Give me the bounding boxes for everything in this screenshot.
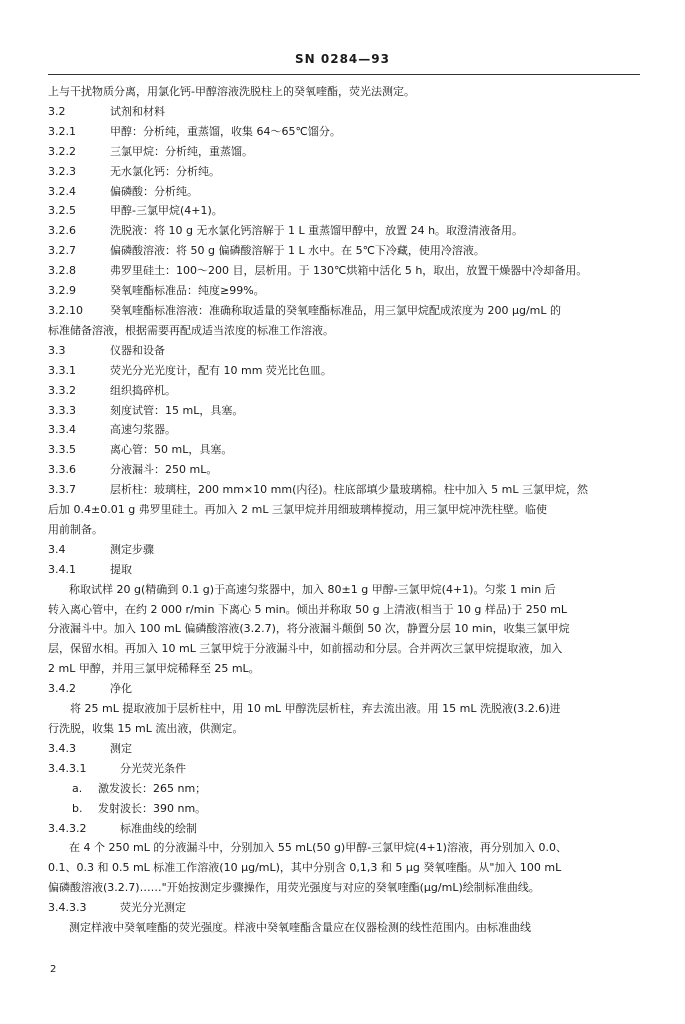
subsection-heading-3-4-3-2 (48, 819, 643, 839)
item-text: 刻度试管：15 mL，具塞。 (110, 403, 244, 417)
section-number: 3.4.1 (48, 562, 76, 576)
item-text: 离心管：50 mL，具塞。 (110, 443, 233, 457)
paragraph-line: 在 4 个 250 mL 的分液漏斗中，分别加入 55 mL(50 g)甲醇-三氯甲烷(4+1)溶液，再分别加入 0.0、 (69, 841, 567, 855)
section-number: 3.4.2 (48, 682, 76, 696)
paragraph-line: 层，保留水相。再加入 10 mL 三氯甲烷于分液漏斗中，如前摇动和分层。合并两次三氯甲烷提取液，加入 (48, 642, 563, 656)
item-3-3-6 (48, 460, 643, 480)
document-body (48, 82, 643, 938)
section-heading-3-4 (48, 540, 643, 560)
paragraph-line: 测定样液中癸氧喹酯的荧光强度。样液中癸氧喹酯含量应在仪器检测的线性范围内。由标准曲线 (69, 921, 531, 935)
item-3-2-10 (48, 301, 643, 321)
item-text: 癸氧喹酯标准溶液：准确称取适量的癸氧喹酯标准品，用三氯甲烷配成浓度为 200 μg/mL 的 (110, 303, 562, 317)
item-text: 甲醇-三氯甲烷(4+1)。 (110, 204, 223, 218)
section-title: 提取 (110, 562, 132, 576)
section-number: 3.4 (48, 542, 66, 556)
item-number: 3.3.1 (48, 363, 76, 377)
item-text: 三氯甲烷：分析纯，重蒸馏。 (110, 144, 253, 158)
item-number: 3.3.4 (48, 423, 76, 437)
paragraph-line: 转入离心管中，在约 2 000 r/min 下离心 5 min。倾出并称取 50 g 上清液(相当于 10 g 样品)于 250 mL (48, 602, 568, 616)
subsection-heading-3-4-3-3 (48, 898, 643, 918)
section-number: 3.4.3 (48, 741, 76, 755)
item-number: 3.3.5 (48, 443, 76, 457)
item-text: 高速匀浆器。 (110, 423, 176, 437)
section-number: 3.3 (48, 343, 66, 357)
item-number: 3.2.3 (48, 164, 76, 178)
item-text: 分液漏斗：250 mL。 (110, 463, 218, 477)
item-3-2-4 (48, 182, 643, 202)
list-item-a (48, 779, 643, 799)
paragraph-line: 后加 0.4±0.01 g 弗罗里硅土。再加入 2 mL 三氯甲烷并用细玻璃棒搅动，用三氯甲烷冲洗柱壁。临使 (48, 503, 548, 517)
item-3-2-9 (48, 281, 643, 301)
section-title: 试剂和材料 (110, 104, 165, 118)
item-3-2-5 (48, 201, 643, 221)
list-item-b (48, 799, 643, 819)
subsection-heading-3-4-1 (48, 560, 643, 580)
subsection-heading-3-4-3-1 (48, 759, 643, 779)
paragraph-line: 称取试样 20 g(精确到 0.1 g)于高速匀浆器中，加入 80±1 g 甲醇-三氯甲烷(4+1)。匀浆 1 min 后 (69, 582, 556, 596)
paragraph-line: 0.1、0.3 和 0.5 mL 标准工作溶液(10 μg/mL)，其中分别含 0,1,3 和 5 μg 癸氧喹酯。从"加入 100 mL (48, 861, 562, 875)
item-text: 偏磷酸：分析纯。 (110, 184, 198, 198)
standard-number-header: SN 0284—93 (295, 52, 390, 66)
section-title: 测定 (110, 741, 132, 755)
item-3-2-8 (48, 261, 643, 281)
section-number: 3.4.3.1 (48, 761, 87, 775)
item-number: 3.2.5 (48, 204, 76, 218)
list-marker: b. (72, 801, 83, 815)
paragraph-line: 行洗脱，收集 15 mL 流出液，供测定。 (48, 722, 244, 735)
item-number: 3.2.6 (48, 224, 76, 238)
page-number: 2 (50, 964, 57, 975)
section-title: 净化 (110, 682, 132, 696)
paragraph-line: 2 mL 甲醇，并用三氯甲烷稀释至 25 mL。 (48, 662, 260, 676)
item-3-2-2 (48, 142, 643, 162)
list-text: 激发波长：265 nm； (98, 781, 207, 795)
item-number: 3.3.3 (48, 403, 76, 417)
item-3-2-1 (48, 122, 643, 142)
item-3-3-5 (48, 440, 643, 460)
paragraph-line: 偏磷酸溶液(3.2.7)……"开始按测定步骤操作，用荧光强度与对应的癸氧喹酯(μg/mL)绘制标准曲线。 (48, 881, 540, 895)
section-title: 标准曲线的绘制 (120, 821, 197, 835)
item-text: 组织捣碎机。 (110, 383, 176, 397)
list-text: 发射波长：390 nm。 (98, 801, 207, 815)
item-3-2-7 (48, 241, 643, 261)
item-3-3-7 (48, 480, 643, 500)
item-number: 3.2.2 (48, 144, 76, 158)
item-number: 3.2.9 (48, 284, 76, 298)
item-number: 3.3.2 (48, 383, 76, 397)
paragraph-line: 标准储备溶液，根据需要再配成适当浓度的标准工作溶液。 (48, 323, 334, 337)
item-3-3-4 (48, 420, 643, 440)
item-text: 偏磷酸溶液：将 50 g 偏磷酸溶解于 1 L 水中。在 5℃下冷藏，使用冷溶液。 (110, 244, 485, 258)
section-heading-3-2 (48, 102, 643, 122)
paragraph-line: 分液漏斗中。加入 100 mL 偏磷酸溶液(3.2.7)，将分液漏斗颠倒 50 次，静置分层 10 min，收集三氯甲烷 (48, 622, 570, 636)
item-text: 癸氧喹酯标准品：纯度≥99%。 (110, 284, 265, 298)
item-text: 弗罗里硅土：100～200 目，层析用。于 130℃烘箱中活化 5 h，取出，放置干燥器中冷却备用。 (110, 264, 588, 278)
section-heading-3-3 (48, 341, 643, 361)
item-number: 3.2.7 (48, 244, 76, 258)
item-number: 3.3.6 (48, 463, 76, 477)
item-text: 荧光分光光度计，配有 10 mm 荧光比色皿。 (110, 363, 332, 377)
list-marker: a. (72, 781, 83, 795)
section-number: 3.4.3.3 (48, 901, 87, 915)
section-title: 荧光分光测定 (120, 901, 186, 915)
section-title: 测定步骤 (110, 542, 154, 556)
item-3-2-6 (48, 221, 643, 241)
paragraph-line: 上与干扰物质分离，用氯化钙-甲醇溶液洗脱柱上的癸氧喹酯，荧光法测定。 (48, 85, 415, 98)
item-text: 甲醇：分析纯，重蒸馏，收集 64～65℃馏分。 (110, 124, 341, 138)
section-number: 3.2 (48, 104, 66, 118)
paragraph-line: 将 25 mL 提取液加于层析柱中，用 10 mL 甲醇洗层析柱，弃去流出液。用 15 mL 洗脱液(3.2.6)进 (70, 702, 561, 716)
item-text: 无水氯化钙：分析纯。 (110, 164, 220, 178)
section-title: 仪器和设备 (110, 343, 165, 357)
section-title: 分光荧光条件 (120, 761, 186, 775)
item-number: 3.2.10 (48, 303, 83, 317)
item-3-3-1 (48, 361, 643, 381)
item-3-3-3 (48, 401, 643, 421)
subsection-heading-3-4-2 (48, 679, 643, 699)
section-number: 3.4.3.2 (48, 821, 87, 835)
item-number: 3.2.8 (48, 264, 76, 278)
item-text: 洗脱液：将 10 g 无水氯化钙溶解于 1 L 重蒸馏甲醇中，放置 24 h。取澄清液备用。 (110, 224, 524, 238)
paragraph-line: 用前制备。 (48, 522, 103, 536)
item-number: 3.2.1 (48, 124, 76, 138)
header-divider (48, 74, 640, 75)
item-3-2-3 (48, 162, 643, 182)
subsection-heading-3-4-3 (48, 739, 643, 759)
item-3-3-2 (48, 381, 643, 401)
item-text: 层析柱：玻璃柱，200 mm×10 mm(内径)。柱底部填少量玻璃棉。柱中加入 5 mL 三氯甲烷，然 (110, 483, 588, 497)
item-number: 3.2.4 (48, 184, 76, 198)
item-number: 3.3.7 (48, 483, 76, 497)
